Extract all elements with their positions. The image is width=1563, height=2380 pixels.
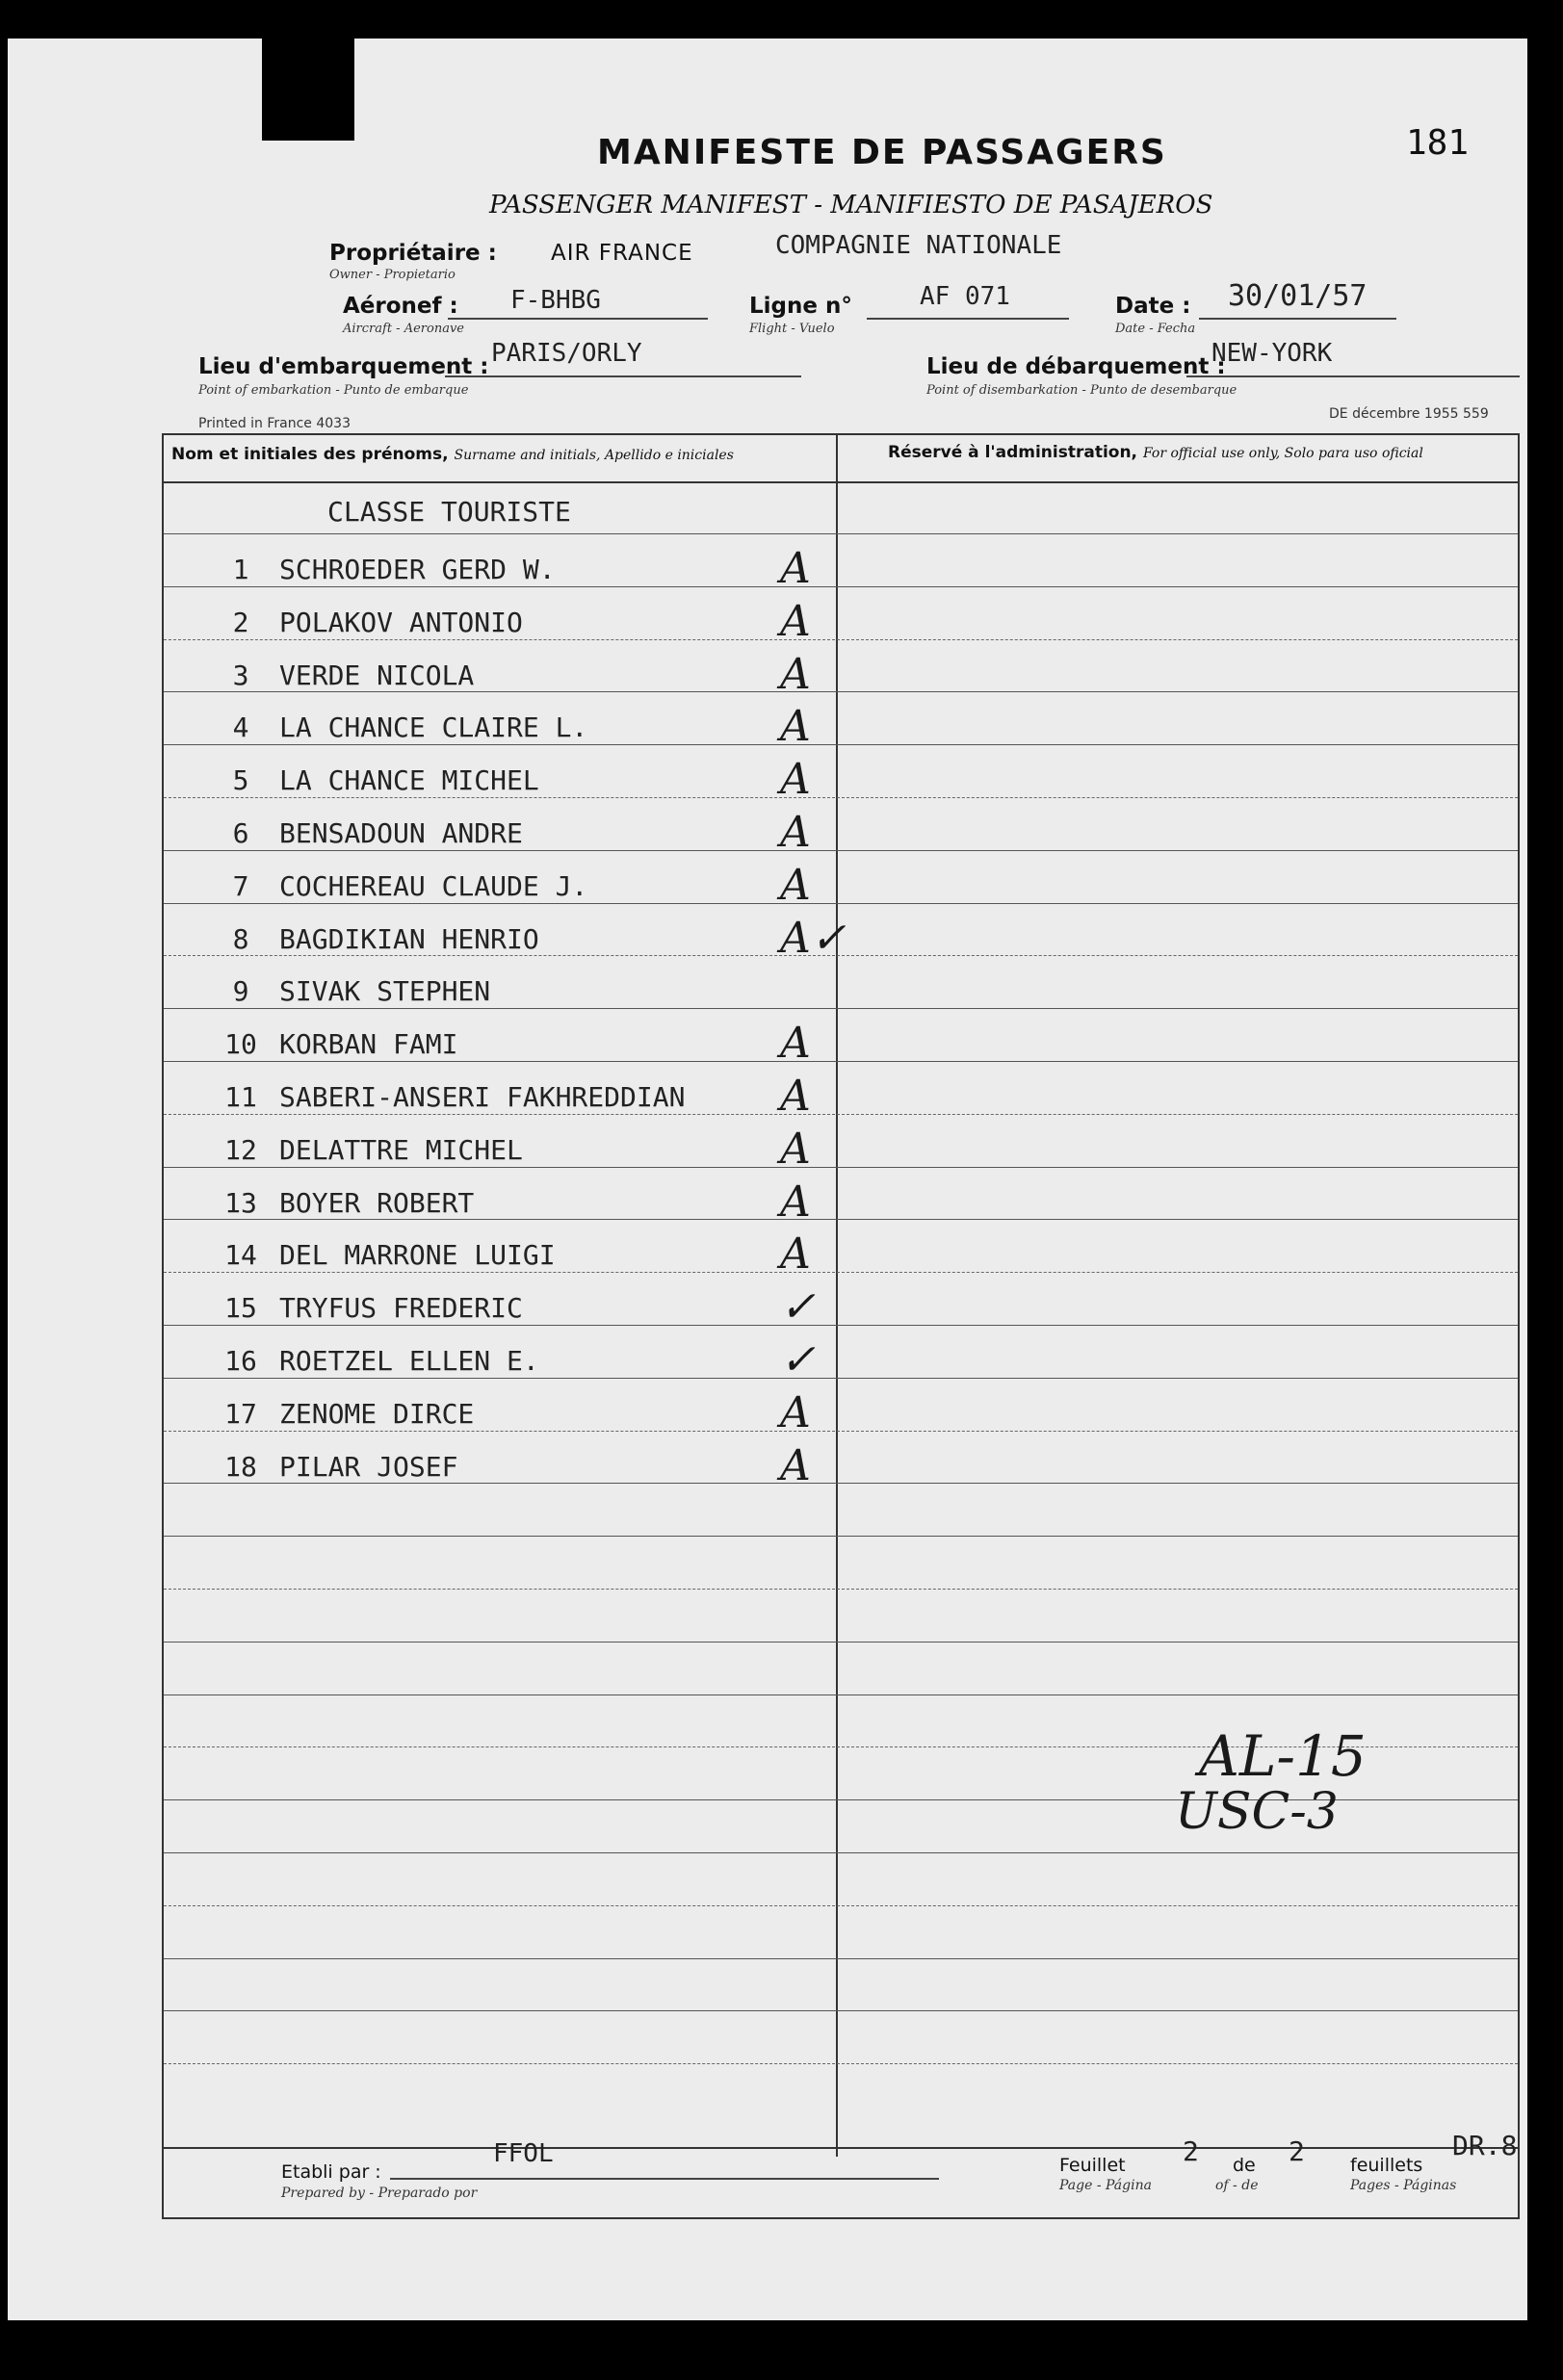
- handwritten-mark: ✓: [780, 1282, 816, 1332]
- handwritten-note-2: USC-3: [1175, 1783, 1339, 1841]
- document-title: MANIFESTE DE PASSAGERS: [597, 133, 1167, 172]
- table-row: [164, 1072, 838, 1125]
- aircraft-value: F-BHBG: [510, 286, 601, 315]
- handwritten-mark: A: [780, 860, 811, 910]
- passenger-name: POLAKOV ANTONIO: [279, 606, 523, 638]
- passenger-name: DELATTRE MICHEL: [279, 1133, 523, 1166]
- table-row: [164, 1335, 838, 1388]
- handwritten-mark: A: [780, 1229, 811, 1280]
- passenger-name: KORBAN FAMI: [279, 1028, 458, 1061]
- ruled-line: [164, 1589, 1518, 1590]
- ruled-line: [164, 1642, 1518, 1643]
- page-number: 181: [1406, 123, 1470, 163]
- table-row: [164, 1177, 838, 1230]
- passenger-number: 2: [232, 606, 249, 638]
- flight-value: AF 071: [920, 282, 1010, 311]
- date-label: Date :: [1115, 294, 1191, 319]
- table-row: [164, 702, 838, 755]
- disembarkation-underline: [1186, 375, 1520, 377]
- passenger-name: ZENOME DIRCE: [279, 1397, 475, 1430]
- table-row: [164, 1125, 838, 1177]
- owner-sublabel: Owner - Propietario: [329, 268, 456, 282]
- col1-header-main: Nom et initiales des prénoms,: [171, 445, 449, 464]
- ruled-line: [164, 533, 1518, 534]
- passenger-number: 12: [224, 1133, 257, 1166]
- table-row: [164, 597, 838, 650]
- aircraft-sublabel: Aircraft - Aeronave: [343, 322, 464, 336]
- ruled-line: [164, 2063, 1518, 2064]
- footer-line: [162, 2147, 1520, 2149]
- prepared-label: Etabli par :: [281, 2161, 381, 2183]
- table-row: [164, 1019, 838, 1072]
- printed-note: Printed in France 4033: [198, 416, 351, 431]
- embarkation-underline: [445, 375, 801, 377]
- handwritten-mark: ✓: [780, 1335, 816, 1384]
- sheets-label: feuillets: [1350, 2155, 1423, 2176]
- handwritten-mark: A: [780, 1440, 811, 1490]
- passenger-name: VERDE NICOLA: [279, 659, 475, 691]
- passenger-number: 14: [224, 1239, 257, 1272]
- flight-label: Ligne n°: [749, 294, 852, 319]
- handwritten-mark: A: [780, 702, 811, 752]
- prepared-underline: [390, 2178, 939, 2180]
- passenger-number: 11: [224, 1081, 257, 1113]
- passenger-name: SABERI-ANSERI FAKHREDDIAN: [279, 1081, 686, 1113]
- passenger-name: DEL MARRONE LUIGI: [279, 1239, 556, 1272]
- printed-date: DE décembre 1955 559: [1329, 406, 1489, 422]
- ruled-line: [164, 1694, 1518, 1695]
- sheets-sublabel: Pages - Páginas: [1350, 2178, 1457, 2193]
- prepared-sublabel: Prepared by - Preparado por: [281, 2186, 478, 2201]
- passenger-name: COCHEREAU CLAUDE J.: [279, 869, 588, 902]
- handwritten-mark: A: [780, 755, 811, 805]
- handwritten-mark: A: [780, 1124, 811, 1174]
- table-row: [164, 650, 838, 703]
- passenger-number: 7: [232, 869, 249, 902]
- col1-header: [171, 445, 734, 464]
- table-row: [164, 913, 847, 967]
- passenger-number: 18: [224, 1450, 257, 1483]
- ruled-line: [164, 1905, 1518, 1906]
- handwritten-mark: A: [780, 544, 811, 593]
- reference-code: DR.8: [1452, 2130, 1518, 2161]
- disembarkation-value: NEW-YORK: [1211, 339, 1333, 368]
- date-value: 30/01/57: [1228, 279, 1368, 313]
- passenger-name: ROETZEL ELLEN E.: [279, 1345, 539, 1377]
- table-row: [164, 1441, 838, 1494]
- table-header-line: [162, 481, 1520, 483]
- passenger-name: BOYER ROBERT: [279, 1186, 475, 1219]
- handwritten-mark: A: [780, 596, 811, 646]
- handwritten-mark: A: [780, 1072, 811, 1121]
- col2-header: [888, 443, 1423, 462]
- handwritten-mark: A: [780, 1387, 811, 1437]
- table-row: [164, 544, 838, 597]
- sheet-sublabel: Page - Página: [1059, 2178, 1152, 2193]
- passenger-name: SCHROEDER GERD W.: [279, 554, 556, 585]
- sheet-label: Feuillet: [1059, 2155, 1126, 2176]
- prepared-value: FFOL: [493, 2139, 554, 2168]
- document-subtitle: PASSENGER MANIFEST - MANIFIESTO DE PASAJEROS: [489, 191, 1213, 220]
- handwritten-mark: A: [780, 649, 811, 699]
- passenger-name: TRYFUS FREDERIC: [279, 1292, 523, 1325]
- handwritten-mark: A: [780, 1019, 811, 1069]
- passenger-number: 17: [224, 1397, 257, 1430]
- handwritten-mark: A: [780, 1177, 811, 1227]
- passenger-number: 1: [232, 554, 249, 585]
- passenger-name: BENSADOUN ANDRE: [279, 817, 523, 849]
- table-row: [164, 1388, 838, 1441]
- owner-label: Propriétaire :: [329, 241, 497, 266]
- aircraft-underline: [448, 318, 708, 320]
- flight-sublabel: Flight - Vuelo: [749, 322, 835, 336]
- table-row: [164, 861, 838, 914]
- handwritten-mark: A✓: [780, 913, 847, 963]
- passenger-number: 8: [232, 922, 249, 955]
- passenger-name: PILAR JOSEF: [279, 1450, 458, 1483]
- table-row: [164, 808, 838, 861]
- date-sublabel: Date - Fecha: [1115, 322, 1196, 336]
- passenger-number: 10: [224, 1028, 257, 1061]
- passenger-name: LA CHANCE CLAIRE L.: [279, 711, 588, 744]
- col1-header-sub: Surname and initials, Apellido e iniciales: [454, 448, 734, 463]
- flight-underline: [867, 318, 1069, 320]
- embarkation-label: Lieu d'embarquement :: [198, 354, 489, 379]
- col2-header-sub: For official use only, Solo para uso oficial: [1142, 446, 1423, 461]
- ruled-line: [164, 1852, 1518, 1853]
- disembarkation-label: Lieu de débarquement :: [926, 354, 1226, 379]
- passenger-name: LA CHANCE MICHEL: [279, 764, 539, 797]
- aircraft-label: Aéronef :: [343, 294, 458, 319]
- passenger-name: SIVAK STEPHEN: [279, 975, 491, 1008]
- owner-printed-value: AIR FRANCE: [551, 241, 693, 266]
- table-row: [164, 1282, 838, 1335]
- table-row: [164, 966, 838, 1019]
- table-row: [164, 755, 838, 808]
- total-value: 2: [1289, 2135, 1305, 2167]
- of-label: de: [1233, 2155, 1256, 2176]
- ruled-line: [164, 1536, 1518, 1537]
- col2-header-main: Réservé à l'administration,: [888, 443, 1138, 462]
- passenger-number: 9: [232, 975, 249, 1008]
- date-underline: [1199, 318, 1396, 320]
- passenger-number: 5: [232, 764, 249, 797]
- passenger-number: 13: [224, 1186, 257, 1219]
- passenger-name: BAGDIKIAN HENRIO: [279, 922, 539, 955]
- class-heading: CLASSE TOURISTE: [327, 496, 571, 528]
- ruled-line: [164, 1958, 1518, 1959]
- passenger-number: 4: [232, 711, 249, 744]
- handwritten-mark: A: [780, 808, 811, 857]
- handwritten-note-1: AL-15: [1199, 1723, 1367, 1789]
- of-sublabel: of - de: [1215, 2178, 1259, 2193]
- embarkation-sublabel: Point of embarkation - Punto de embarque: [198, 383, 469, 398]
- scan-artifact: [262, 25, 354, 141]
- embarkation-value: PARIS/ORLY: [491, 339, 642, 368]
- passenger-number: 16: [224, 1345, 257, 1377]
- sheet-value: 2: [1183, 2135, 1199, 2167]
- owner-value: COMPAGNIE NATIONALE: [775, 231, 1062, 260]
- disembarkation-sublabel: Point of disembarkation - Punto de desembarque: [926, 383, 1237, 398]
- ruled-line: [164, 2010, 1518, 2011]
- passenger-number: 6: [232, 817, 249, 849]
- passenger-number: 3: [232, 659, 249, 691]
- table-row: [164, 1229, 838, 1282]
- passenger-number: 15: [224, 1292, 257, 1325]
